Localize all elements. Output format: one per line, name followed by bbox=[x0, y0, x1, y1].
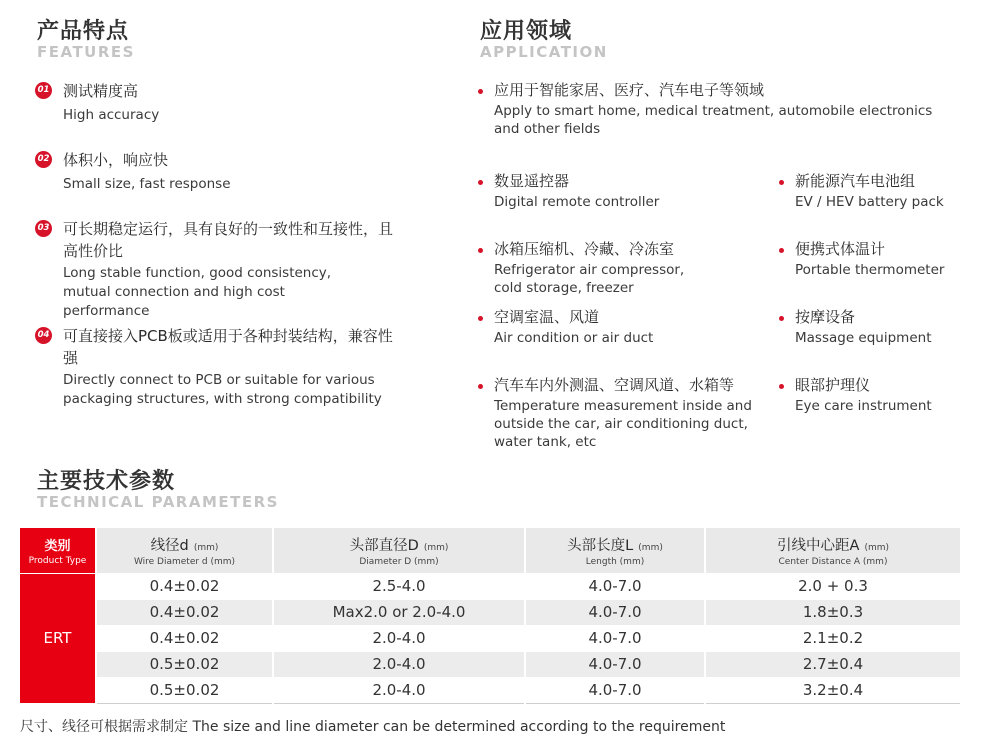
application-cn: 应用于智能家居、医疗、汽车电子等领域 bbox=[494, 81, 765, 99]
application-en: Apply to smart home, medical treatment, automobile electronics and other fields bbox=[494, 103, 933, 137]
bullet-icon bbox=[478, 248, 483, 253]
feature-en: Long stable function, good consistency, mutual connection and high cost performance bbox=[63, 265, 332, 319]
table-cell: 2.0 + 0.3 bbox=[705, 573, 961, 599]
number-badge-icon: 01 bbox=[35, 82, 52, 99]
application-item bbox=[779, 375, 979, 415]
application-en: EV / HEV battery pack bbox=[795, 194, 944, 210]
table-cell: 3.2±0.4 bbox=[705, 677, 961, 703]
table-row bbox=[20, 677, 961, 703]
application-item bbox=[779, 171, 979, 211]
product-type-cell: ERT bbox=[20, 573, 96, 703]
application-item bbox=[779, 307, 979, 347]
features-title: 产品特点 bbox=[37, 19, 130, 44]
params-title: 主要技术参数 bbox=[37, 469, 176, 494]
table-cell: 2.1±0.2 bbox=[705, 625, 961, 651]
application-en: Temperature measurement inside and outside the car, air conditioning duct, water tank, etc bbox=[494, 398, 752, 450]
feature-item bbox=[35, 149, 435, 194]
application-item bbox=[478, 80, 958, 138]
feature-cn: 体积小，响应快 bbox=[63, 151, 169, 169]
feature-en: Small size, fast response bbox=[63, 176, 231, 192]
application-cn: 便携式体温计 bbox=[795, 240, 886, 258]
feature-cn: 可长期稳定运行，具有良好的一致性和互接性，且高性价比 bbox=[63, 220, 394, 260]
application-item bbox=[478, 375, 768, 451]
application-item bbox=[779, 239, 979, 279]
feature-cn: 测试精度高 bbox=[63, 82, 139, 100]
table-cell: 0.4±0.02 bbox=[96, 573, 273, 599]
table-cell: 2.0-4.0 bbox=[273, 651, 525, 677]
bullet-icon bbox=[779, 248, 784, 253]
params-subtitle: TECHNICAL PARAMETERS bbox=[37, 493, 279, 511]
application-cn: 按摩设备 bbox=[795, 308, 856, 326]
application-item bbox=[478, 307, 758, 347]
bullet-icon bbox=[478, 89, 483, 94]
table-cell: 0.4±0.02 bbox=[96, 599, 273, 625]
table-row bbox=[20, 651, 961, 677]
application-subtitle: APPLICATION bbox=[480, 43, 608, 61]
application-en: Massage equipment bbox=[795, 330, 932, 346]
parameters-table bbox=[20, 528, 962, 704]
application-cn: 汽车车内外测温、空调风道、水箱等 bbox=[494, 376, 735, 394]
column-header-type: 类别 Product Type bbox=[20, 528, 96, 573]
application-item bbox=[478, 171, 758, 211]
table-cell: 4.0-7.0 bbox=[525, 625, 705, 651]
table-row bbox=[20, 573, 961, 599]
table-cell: 4.0-7.0 bbox=[525, 677, 705, 703]
table-cell: 2.5-4.0 bbox=[273, 573, 525, 599]
feature-en: Directly connect to PCB or suitable for various packaging structures, with strong compatibility bbox=[63, 372, 382, 407]
table-cell: 4.0-7.0 bbox=[525, 573, 705, 599]
application-en: Air condition or air duct bbox=[494, 330, 654, 346]
column-header-head-diameter: 头部直径D (mm) Diameter D (mm) bbox=[273, 528, 525, 573]
footnote: 尺寸、线径可根据需求制定 The size and line diameter can be determined according to the requirement bbox=[20, 719, 726, 735]
table-row bbox=[20, 599, 961, 625]
table-cell: 0.4±0.02 bbox=[96, 625, 273, 651]
table-header-row bbox=[20, 528, 961, 573]
application-en: Refrigerator air compressor, cold storage, freezer bbox=[494, 262, 685, 296]
table-row bbox=[20, 625, 961, 651]
table-cell: 1.8±0.3 bbox=[705, 599, 961, 625]
application-title: 应用领域 bbox=[480, 19, 573, 44]
application-cn: 空调室温、风道 bbox=[494, 308, 600, 326]
feature-item bbox=[35, 325, 395, 409]
application-cn: 眼部护理仪 bbox=[795, 376, 871, 394]
table-cell: 4.0-7.0 bbox=[525, 599, 705, 625]
feature-item bbox=[35, 80, 435, 125]
application-en: Portable thermometer bbox=[795, 262, 945, 278]
table-cell: 0.5±0.02 bbox=[96, 677, 273, 703]
feature-item bbox=[35, 218, 395, 321]
table-cell: 2.0-4.0 bbox=[273, 625, 525, 651]
bullet-icon bbox=[779, 316, 784, 321]
bullet-icon bbox=[779, 384, 784, 389]
table-cell: 2.0-4.0 bbox=[273, 677, 525, 703]
number-badge-icon: 04 bbox=[35, 327, 52, 344]
table-cell: 0.5±0.02 bbox=[96, 651, 273, 677]
application-item bbox=[478, 239, 728, 297]
table-cell: 4.0-7.0 bbox=[525, 651, 705, 677]
column-header-center-distance: 引线中心距A (mm) Center Distance A (mm) bbox=[705, 528, 961, 573]
bullet-icon bbox=[478, 180, 483, 185]
application-cn: 数显遥控器 bbox=[494, 172, 570, 190]
feature-cn: 可直接接入PCB板或适用于各种封装结构，兼容性强 bbox=[63, 327, 393, 367]
application-en: Digital remote controller bbox=[494, 194, 660, 210]
feature-en: High accuracy bbox=[63, 107, 160, 123]
bullet-icon bbox=[478, 316, 483, 321]
table-cell: 2.7±0.4 bbox=[705, 651, 961, 677]
column-header-head-length: 头部长度L (mm) Length (mm) bbox=[525, 528, 705, 573]
number-badge-icon: 03 bbox=[35, 220, 52, 237]
column-header-wire-diameter: 线径d (mm) Wire Diameter d (mm) bbox=[96, 528, 273, 573]
number-badge-icon: 02 bbox=[35, 151, 52, 168]
application-cn: 新能源汽车电池组 bbox=[795, 172, 916, 190]
application-en: Eye care instrument bbox=[795, 398, 932, 414]
features-subtitle: FEATURES bbox=[37, 43, 135, 61]
bullet-icon bbox=[779, 180, 784, 185]
table-cell: Max2.0 or 2.0-4.0 bbox=[273, 599, 525, 625]
bullet-icon bbox=[478, 384, 483, 389]
application-cn: 冰箱压缩机、冷藏、冷冻室 bbox=[494, 240, 675, 258]
